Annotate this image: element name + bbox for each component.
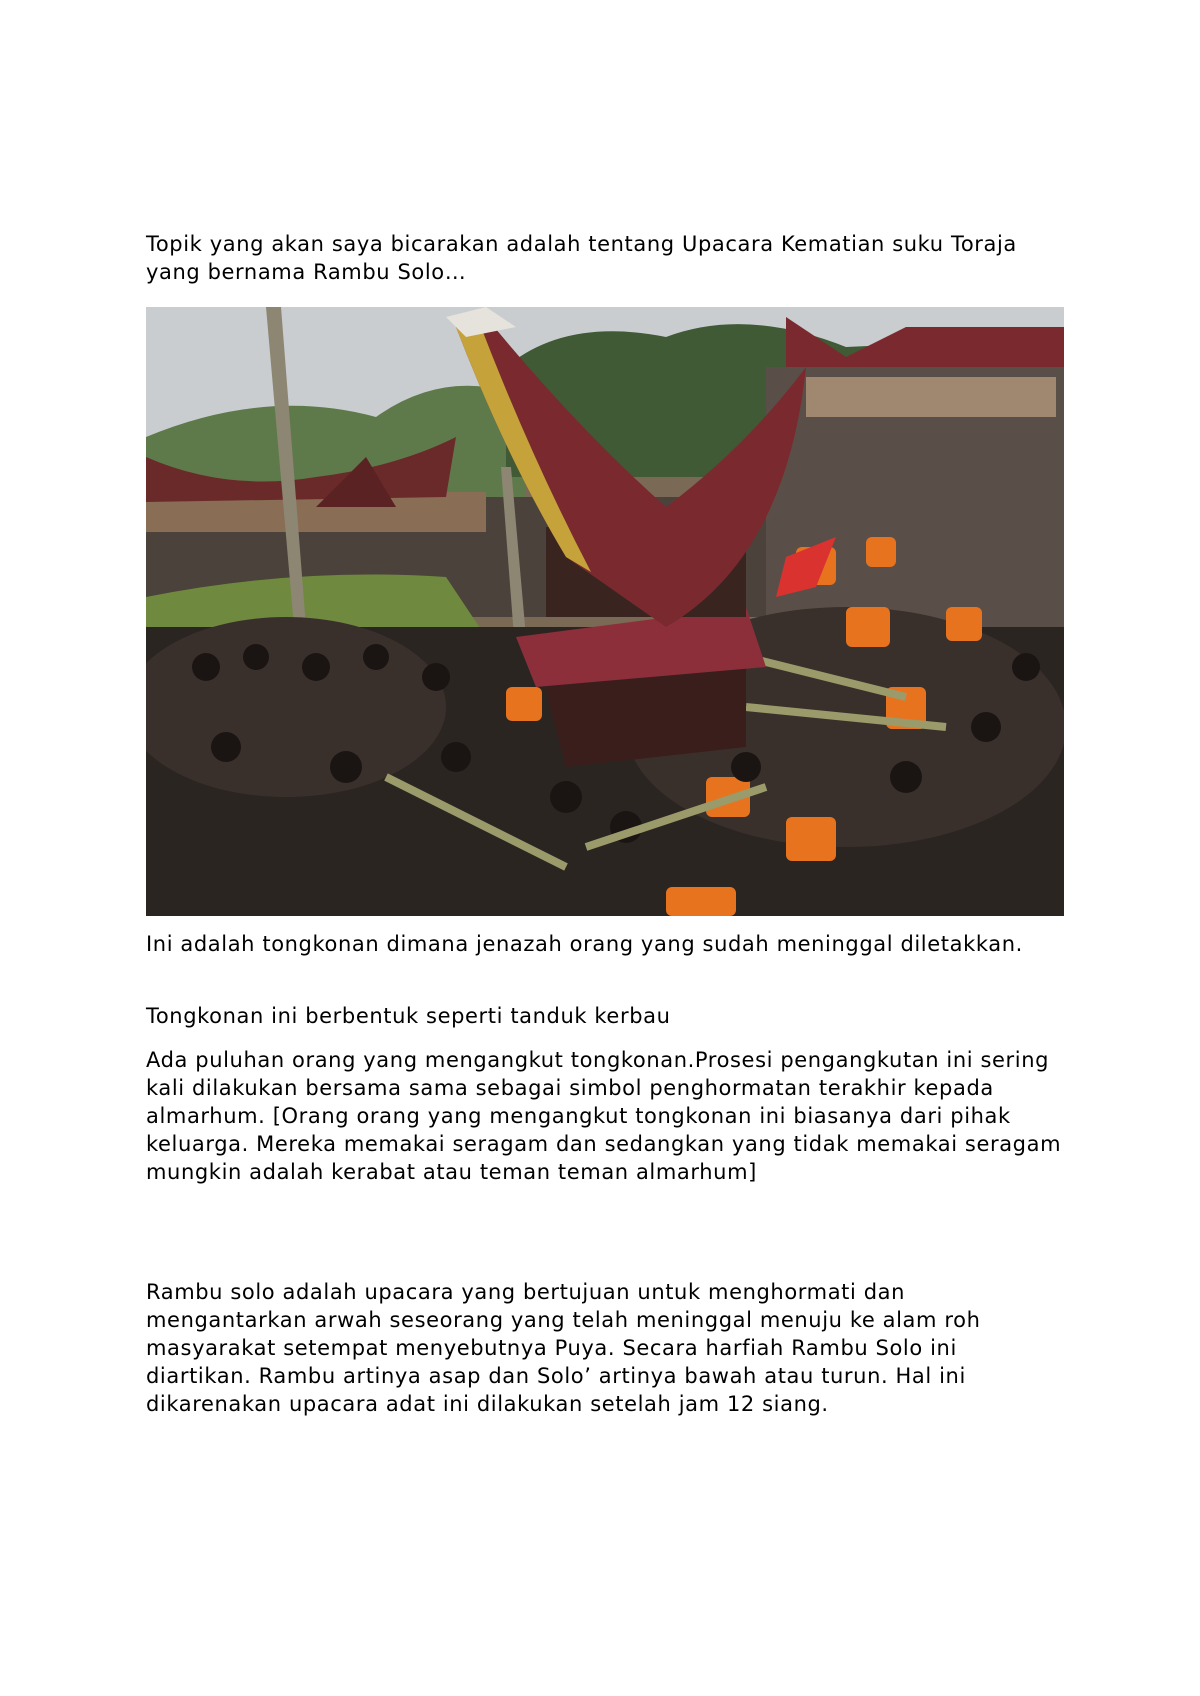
intro-paragraph: Topik yang akan saya bicarakan adalah tentang Upacara Kematian suku Toraja yang bernama Rambu Solo… bbox=[146, 232, 1017, 284]
right-house-body bbox=[806, 377, 1056, 417]
rambu-solo-paragraph: Rambu solo adalah upacara yang bertujuan untuk menghormati dan mengantarkan arwah seseorang yang telah meninggal menuju ke alam roh masyarakat setempat menyebutnya Puya. Secara harfiah Rambu Solo ini diartikan. Rambu artinya asap dan Solo’ artinya bawah atau turun. Hal ini dikarenakan upacara adat ini dilakukan setelah jam 12 siang. bbox=[146, 1280, 981, 1416]
ceremony-photo-illustration bbox=[146, 307, 1064, 916]
caption-paragraph: Ini adalah tongkonan dimana jenazah orang yang sudah meninggal diletakkan. bbox=[146, 932, 1023, 956]
shape-paragraph: Tongkonan ini berbentuk seperti tanduk kerbau bbox=[146, 1004, 671, 1028]
ceremony-photo bbox=[146, 307, 1064, 916]
procession-paragraph: Ada puluhan orang yang mengangkut tongkonan.Prosesi pengangkutan ini sering kali dilakukan bersama sama sebagai simbol penghormatan terakhir kepada almarhum. [Orang orang yang mengangkut tongkonan ini biasanya dari pihak keluarga. Mereka memakai seragam dan sedangkan yang tidak memakai seragam mungkin adalah kerabat atau teman teman almarhum] bbox=[146, 1048, 1062, 1184]
